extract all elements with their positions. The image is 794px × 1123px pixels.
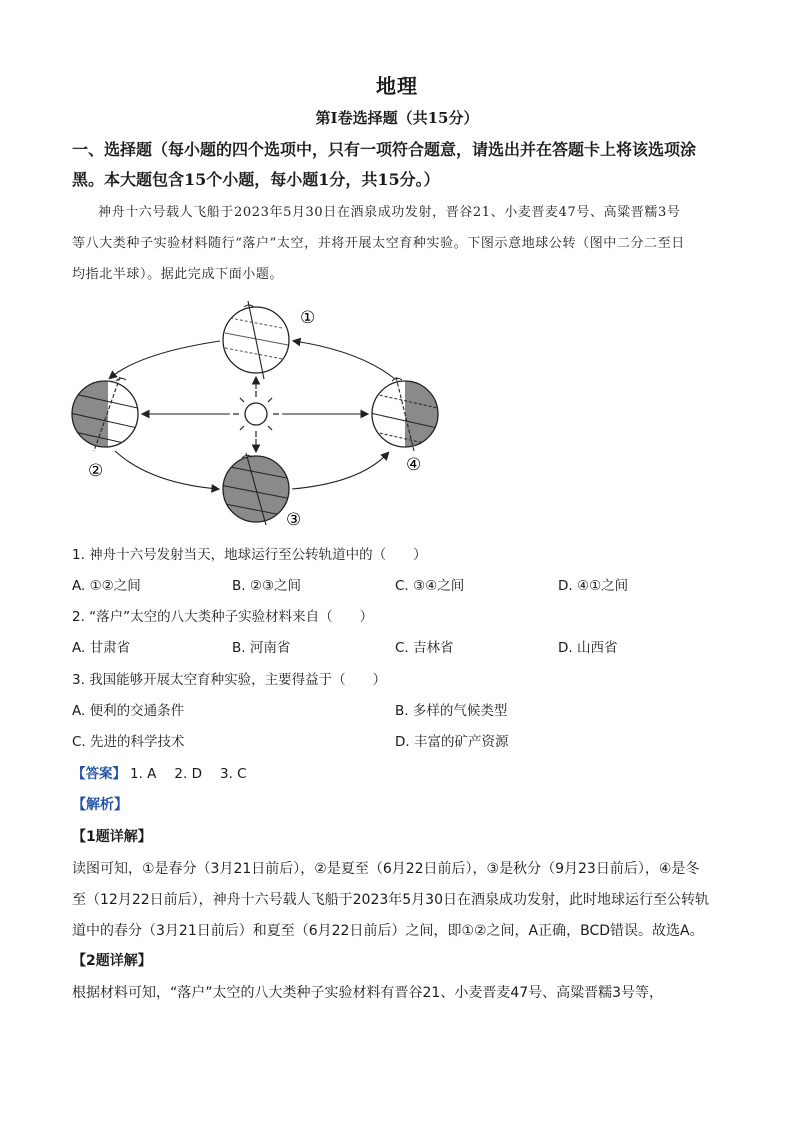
question-2-stem: 2. “落户”太空的八大类种子实验材料来自（ ） — [72, 609, 374, 625]
question-1-stem: 1. 神舟十六号发射当天，地球运行至公转轨道中的（ ） — [72, 547, 427, 563]
sun-icon — [233, 391, 279, 437]
question-3-option-d[interactable]: D. 丰富的矿产资源 — [395, 734, 509, 750]
question-2-option-b[interactable]: B. 河南省 — [232, 640, 291, 656]
label-3: ③ — [286, 510, 302, 530]
section-subtitle: 第Ⅰ卷选择题（共15分） — [315, 109, 479, 127]
question-1-option-a[interactable]: A. ①②之间 — [72, 578, 141, 594]
question-1-option-c[interactable]: C. ③④之间 — [395, 578, 465, 594]
material-line-2: 等八大类种子实验材料随行“落户”太空，并将开展太空育种实验。下图示意地球公转（图中二分二至日 — [72, 236, 685, 251]
detail-1-line-1: 读图可知，①是春分（3月21日前后），②是夏至（6月22日前后），③是秋分（9月23日前后），④是冬 — [72, 861, 700, 877]
page-title: 地理 — [376, 74, 418, 98]
earth-position-3 — [220, 453, 292, 525]
orbit-arrow-2-3 — [115, 451, 218, 489]
question-1-option-d[interactable]: D. ④①之间 — [558, 578, 629, 594]
answer-tag: 【答案】 — [72, 766, 126, 782]
question-3-option-b[interactable]: B. 多样的气候类型 — [395, 703, 508, 719]
material-line-3: 均指北半球）。据此完成下面小题。 — [72, 267, 284, 282]
earth-position-2 — [70, 377, 148, 451]
question-1-option-b[interactable]: B. ②③之间 — [232, 578, 302, 594]
question-2-option-c[interactable]: C. 吉林省 — [395, 640, 454, 656]
answer-item-1: 1. A — [130, 766, 157, 782]
material-line-1: 神舟十六号载人飞船于2023年5月30日在酒泉成功发射，晋谷21、小麦晋麦47号、高粱晋糯3号 — [98, 205, 681, 220]
answer-item-2: 2. D — [174, 766, 202, 782]
label-1: ① — [300, 308, 316, 328]
detail-1-line-3: 道中的春分（3月21日前后）和夏至（6月22日前后）之间，即①②之间，A正确，BCD错误。故选A。 — [72, 923, 704, 939]
detail-1-head: 【1题详解】 — [72, 829, 152, 845]
earth-position-4 — [370, 377, 445, 451]
earth-revolution-diagram — [60, 293, 450, 533]
detail-2-head: 【2题详解】 — [72, 953, 152, 969]
detail-2-line-1: 根据材料可知，“落户”太空的八大类种子实验材料有晋谷21、小麦晋麦47号、高粱晋糯3号等， — [72, 985, 664, 1001]
question-3-stem: 3. 我国能够开展太空育种实验，主要得益于（ ） — [72, 672, 387, 688]
answer-line — [72, 762, 247, 782]
earth-position-1 — [220, 301, 292, 379]
section-instruction-line-2: 黑。本大题包含15个小题，每小题1分，共15分。） — [72, 170, 440, 189]
label-4: ④ — [406, 455, 422, 475]
question-3-option-c[interactable]: C. 先进的科学技术 — [72, 734, 185, 750]
orbit-arrow-4-1 — [294, 341, 395, 379]
question-2-option-a[interactable]: A. 甘肃省 — [72, 640, 131, 656]
orbit-arrow-1-2 — [110, 341, 220, 378]
question-3-option-a[interactable]: A. 便利的交通条件 — [72, 703, 185, 719]
analysis-tag: 【解析】 — [72, 797, 128, 813]
answer-item-3: 3. C — [220, 766, 247, 782]
section-instruction-line-1: 一、选择题（每小题的四个选项中，只有一项符合题意，请选出并在答题卡上将该选项涂 — [72, 140, 697, 159]
orbit-arrow-3-4 — [292, 453, 388, 489]
question-2-option-d[interactable]: D. 山西省 — [558, 640, 618, 656]
label-2: ② — [88, 461, 104, 481]
detail-1-line-2: 至（12月22日前后），神舟十六号载人飞船于2023年5月30日在酒泉成功发射，此时地球运行至公转轨 — [72, 892, 709, 908]
